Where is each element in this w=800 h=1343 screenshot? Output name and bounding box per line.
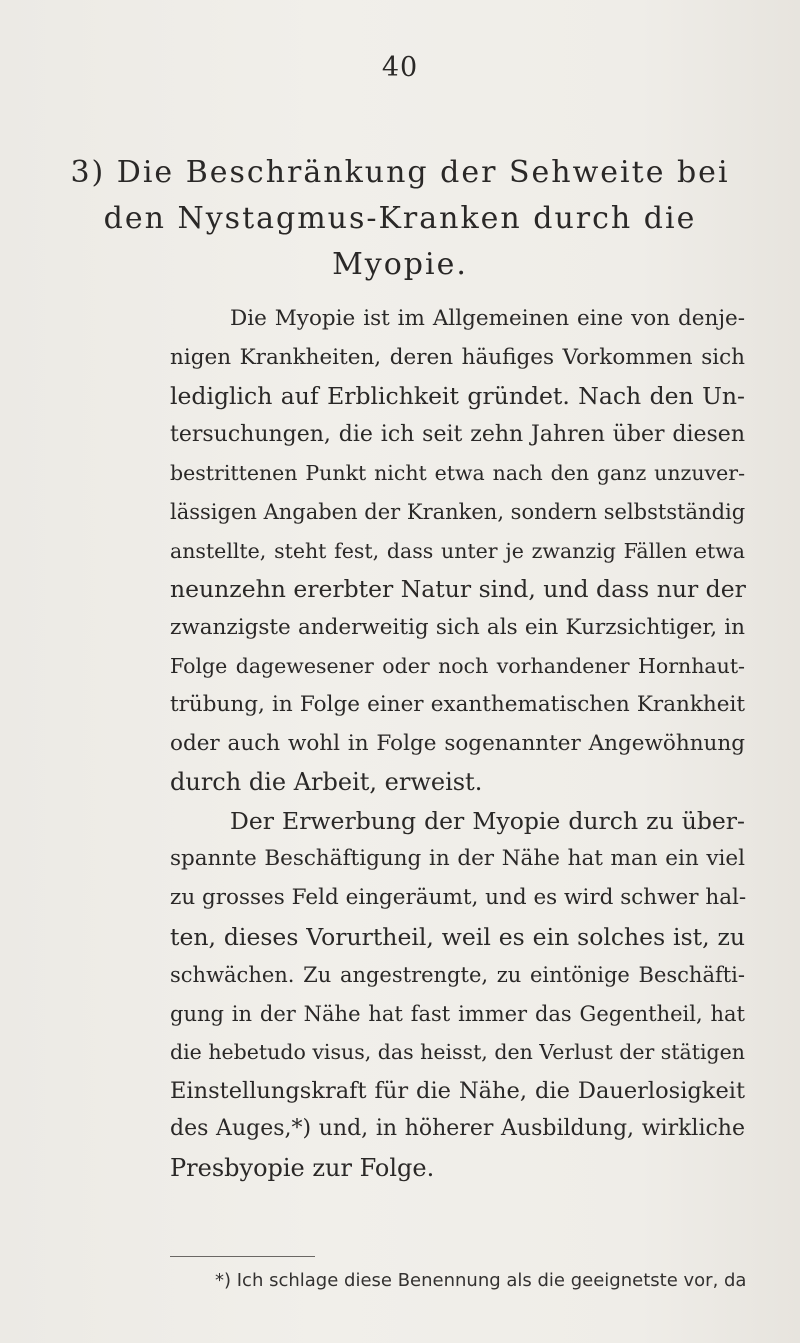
text-line: bestrittenen Punkt nicht etwa nach den ganz unzuver-: [170, 461, 745, 486]
text-line: oder auch wohl in Folge sogenannter Angewöhnung: [170, 730, 745, 756]
text-line: zu grosses Feld eingeräumt, und es wird schwer hal-: [170, 884, 747, 910]
text-line: die hebetudo visus, das heisst, den Verlust der stätigen: [170, 1040, 746, 1065]
text-line: Die Myopie ist im Allgemeinen eine von denje-: [230, 306, 745, 331]
text-line: tersuchungen, die ich seit zehn Jahren über diesen: [170, 421, 745, 447]
text-line: Der Erwerbung der Myopie durch zu über-: [230, 806, 745, 835]
text-line: trübung, in Folge einer exanthematischen Krankheit: [170, 691, 745, 717]
section-heading: [0, 150, 800, 288]
text-line: ten, dieses Vorurtheil, weil es ein solches ist, zu: [170, 922, 745, 951]
text-line: lässigen Angaben der Kranken, sondern selbstständig: [170, 499, 746, 524]
text-line: neunzehn ererbter Natur sind, und dass nur der: [170, 575, 746, 604]
body-text: [170, 300, 745, 1188]
text-line: lediglich auf Erblichkeit gründet. Nach den Un-: [170, 382, 745, 411]
text-line: anstellte, steht fest, dass unter je zwanzig Fällen etwa: [170, 538, 745, 563]
heading-line: 3) Die Beschränkung der Sehweite bei: [70, 155, 730, 190]
footnote-divider: [170, 1256, 315, 1257]
text-line: gung in der Nähe hat fast immer das Gegentheil, hat: [170, 1001, 745, 1026]
text-line: schwächen. Zu angestrengte, zu eintönige Beschäfti-: [170, 963, 745, 988]
footnote: *) Ich schlage diese Benennung als die geeignetste vor, da: [215, 1270, 747, 1291]
text-line: des Auges,*) und, in höherer Ausbildung, wirkliche: [170, 1116, 745, 1142]
text-line: spannte Beschäftigung in der Nähe hat man ein viel: [170, 846, 745, 872]
text-line: durch die Arbeit, erweist.: [170, 768, 483, 797]
text-line: Folge dagewesener oder noch vorhandener Hornhaut-: [170, 654, 745, 679]
page-number: 40: [381, 52, 419, 83]
text-line: Einstellungskraft für die Nähe, die Dauerlosigkeit: [170, 1077, 745, 1104]
text-line: zwanzigste anderweitig sich als ein Kurzsichtiger, in: [170, 614, 745, 640]
heading-line: Myopie.: [332, 247, 468, 282]
text-line: Presbyopie zur Folge.: [170, 1154, 435, 1183]
heading-line: den Nystagmus-Kranken durch die: [103, 201, 697, 236]
text-line: nigen Krankheiten, deren häufiges Vorkommen sich: [170, 344, 745, 370]
